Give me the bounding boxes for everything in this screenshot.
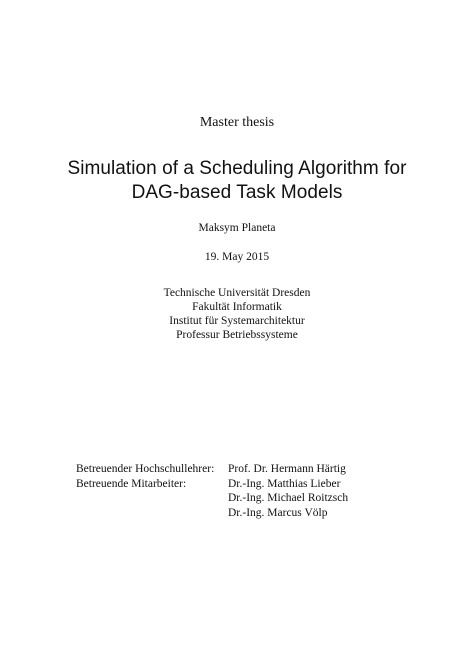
supervisor-role: Betreuende Mitarbeiter: — [76, 477, 187, 490]
thesis-title — [0, 157, 474, 205]
supervisor-name: Dr.-Ing. Marcus Völp — [228, 506, 328, 519]
affiliation-line: Technische Universität Dresden — [163, 287, 311, 299]
affiliation-line: Fakultät Informatik — [192, 301, 282, 313]
affiliation-block — [0, 286, 474, 342]
submission-date: 19. May 2015 — [204, 251, 270, 263]
supervisor-name: Prof. Dr. Hermann Härtig — [228, 463, 346, 475]
supervisor-name: Dr.-Ing. Michael Roitzsch — [228, 492, 349, 504]
supervisor-name: Dr.-Ing. Matthias Lieber — [228, 477, 341, 490]
author-name: Maksym Planeta — [198, 222, 276, 234]
document-type-label: Master thesis — [199, 115, 275, 130]
thesis-title-line: Simulation of a Scheduling Algorithm for — [67, 158, 407, 179]
affiliation-line: Professur Betriebssysteme — [176, 329, 298, 341]
affiliation-line: Institut für Systemarchitektur — [169, 315, 305, 327]
thesis-title-line: DAG-based Task Models — [131, 182, 343, 203]
supervisor-role: Betreuender Hochschullehrer: — [76, 463, 215, 475]
